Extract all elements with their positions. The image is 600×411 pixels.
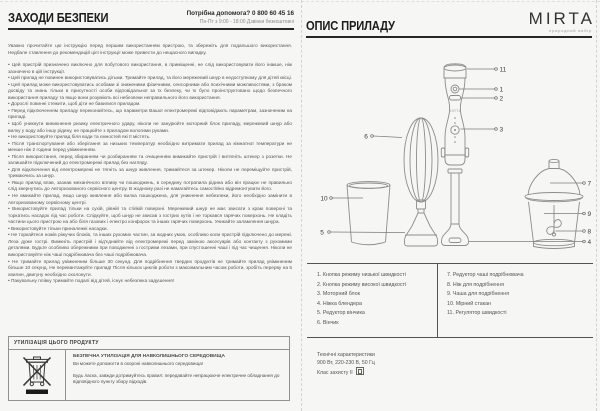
left-page-header bbox=[8, 10, 294, 30]
safety-bullet: • Використовуйте тільки приналежні насадки. bbox=[8, 226, 108, 232]
disposal-line2: Будь ласка, завжди дотримуйтесь правил: передавайте непрацююче електричне обладнання до відповідного пункту збору відходів. bbox=[73, 373, 280, 385]
disposal-icon-cell bbox=[9, 350, 66, 400]
description-title: ОПИС ПРИЛАДУ bbox=[306, 18, 395, 33]
safety-bullet: • Щоб уникнути виникнення ризику електричного удару, ніколи не занурюйте моторний блок приладу, мережевий шнур або вилку у воду або іншу рідину, не працюйте з приладом вологими руками. bbox=[8, 122, 292, 134]
low-speed-button bbox=[451, 85, 459, 93]
safety-bullet: • Пакувальну плівку тримайте подалі від дітей, існує небезпека задушення! bbox=[8, 279, 174, 285]
safety-bullet: • Цей пристрій призначено виключно для побутового використання, в приміщенні, не слід використовувати його інакше, ніж зазначено в цій інструкції. bbox=[8, 63, 292, 75]
parts-top-rule bbox=[307, 263, 593, 264]
part-item: 7. Редуктор чаші подрібнювача bbox=[447, 272, 524, 278]
help-block bbox=[187, 10, 294, 25]
safety-text bbox=[8, 44, 292, 286]
parts-column-divider bbox=[437, 263, 438, 337]
disposal-heading: БЕЗПЕЧНА УТИЛІЗАЦІЯ ДЛЯ НАВКОЛИШНЬОГО СЕРЕДОВИЩА bbox=[73, 354, 225, 359]
safety-bullet: • Дорослі повинні стежити, щоб діти не бавилися приладом. bbox=[8, 102, 141, 108]
page-fold-line bbox=[301, 0, 302, 411]
part-item: 8. Ніж для подрібнення bbox=[447, 281, 504, 288]
whisk-gearbox bbox=[405, 213, 438, 246]
diagram-label-3: 3 bbox=[499, 126, 504, 134]
diagram-label-10: 10 bbox=[320, 195, 328, 203]
mirta-tagline: природний вибір bbox=[549, 28, 592, 33]
disposal-box-title: УТИЛІЗАЦІЯ ЦЬОГО ПРОДУКТУ bbox=[9, 337, 289, 350]
diagram-label-8: 8 bbox=[587, 228, 592, 236]
tech-title: Технічні характеристики bbox=[317, 352, 375, 358]
weee-crossed-bin-icon bbox=[20, 354, 54, 396]
mirta-logo-text: MIRTA bbox=[528, 9, 595, 28]
tech-class-text: Клас захисту II bbox=[317, 370, 353, 377]
diagram-label-9: 9 bbox=[587, 210, 592, 218]
part-item: 10. Мірний стакан bbox=[447, 300, 491, 307]
diagram-label-5: 5 bbox=[320, 229, 324, 237]
tech-class bbox=[317, 367, 375, 377]
part-item: 6. Вінчик bbox=[317, 319, 339, 326]
part-item: 9. Чаша для подрібнення bbox=[447, 291, 510, 298]
safety-bullet: • Не використовуйте прилад біля води та ємностей які її містять. bbox=[8, 135, 151, 141]
chopping-knife bbox=[547, 205, 561, 236]
disposal-content bbox=[9, 350, 289, 400]
parts-bottom-rule bbox=[307, 337, 593, 338]
protection-class-2-icon bbox=[356, 367, 364, 375]
safety-bullet: • Якщо прилад впав, зазнав механічного впливу чи пошкоджень, в середину потрапила рідина або він працює не правильно слід звернутись до Авторизованого сервісного центру. В жодному разі не намагайтесь самостійно відремонтувати його. bbox=[8, 180, 292, 193]
part-item: 5. Редуктор вінчика bbox=[317, 310, 365, 317]
part-item: 11. Регулятор швидкості bbox=[447, 310, 507, 317]
part-item: 2. Кнопка режиму високої швидкості bbox=[317, 281, 407, 288]
high-speed-button bbox=[450, 96, 461, 101]
whisk bbox=[404, 118, 438, 213]
tech-specs bbox=[317, 351, 375, 377]
blender-motor-unit bbox=[441, 64, 468, 165]
help-phone: Потрібна допомога? 0 800 60 45 16 bbox=[186, 10, 294, 17]
right-page-header bbox=[306, 9, 595, 38]
measuring-cup bbox=[347, 182, 390, 245]
diagram-label-11: 11 bbox=[499, 66, 507, 74]
device-diagram bbox=[306, 38, 594, 262]
diagram-label-4: 4 bbox=[587, 238, 592, 246]
weee-bar bbox=[26, 390, 48, 395]
diagram-label-6: 6 bbox=[364, 133, 368, 141]
brand-logo bbox=[528, 9, 595, 33]
safety-bullet: • Не тримайте прилад увімкненим більше 30 секунд. Для подрібнення твердих продуктів не тримайте прилад увімкненим більше 10 секунд. Не перевантажуйте прилад! Після кількох циклів роботи з максимальним часом роботи, зробіть перерву на 5 хвилин, двигуну необхідно охолонути. bbox=[8, 259, 292, 278]
diagram-label-2: 2 bbox=[499, 95, 504, 103]
diagram-label-7: 7 bbox=[587, 180, 592, 188]
safety-bullet: • Цей прилад не повинен використовуватись дітьми. Тримайте прилад, та його мережевий шнур в недоступному для дітей місці. bbox=[8, 76, 292, 82]
safety-bullet: • Цей прилад може використовуватись особами зі зниженими фізичними, сенсорними або психічними можливостями, з браком досвіду та знань тільки в присутності особи відповідальної за їх безпеку, чи їх було проінструктовано щодо безпечного використання приладу та якщо вони розуміють всі небезпеки неправильного його використання. bbox=[8, 82, 292, 101]
part-item: 3. Моторний блок bbox=[317, 291, 360, 298]
chopper-lid-reductor bbox=[525, 159, 583, 201]
safety-bullet-list bbox=[8, 63, 292, 286]
safety-bullet: • Для відключення від електромережі не тягніть за шнур живлення, тримайтеся за штекер. Ніколи не переміщуйте пристрій, тримаючись за шнур. bbox=[8, 167, 292, 180]
safety-bullet: • Не торкайтеся ножів ріжучих блоків, та інших рухомих частин, за жодних умов, особливо коли пристрій підключено до мережі. Леза дуже гострі. Вимкніть пристрій і від'єднайте від електромережі перед заміною аксесуарів або контакту з рухомими деталями. Будьте особливо обережними при поводженні з гострими лезами, при спустошенні чаші і під час чищення. Ніколи не використовуйте ніж чаші подрібнювача без чаші подрібнювача. bbox=[8, 233, 292, 258]
scan-edge-mark bbox=[0, 1, 600, 2]
safety-bullet: • Не вмикайте прилад, якщо шнур живлення або вилка пошкоджена, для уникнення небезпеки, його необхідно замінити в Авторизованому сервісному центрі. bbox=[8, 194, 292, 206]
safety-bullet: • Використовуйте прилад тільки на сухій, рівній та стійкій поверхні. Мережевий шнур не має звисати з краю поверхні та торкатись насадок під час роботи. Слідкуйте, щоб шнур не звисав з гострих кутів і не торкався гарячих поверхонь. Не кладіть частини цього пристрою на або біля газових і електро конфорок та інших гарячих поверхонь. Уникайте заламлення шнура. bbox=[8, 207, 292, 226]
safety-bullet: • Після транспортування або зберігання за низьких температур необхідно витримати прилад за кімнатної температури не менше ніж 2 години перед увімкненням. bbox=[8, 141, 292, 154]
parts-list-right bbox=[447, 271, 587, 319]
safety-bullet: • Перед підключенням приладу переконайтесь, що параметри Вашої електромережі відповідають параметрам, зазначеним на приладі. bbox=[8, 108, 292, 121]
tech-power: 900 Вт, 220-230 В, 50 Гц bbox=[317, 360, 375, 367]
part-item: 4. Ніжка блендера bbox=[317, 300, 362, 307]
safety-intro: Уважно прочитайте цю інструкцію перед першим використанням пристрою, та збережіть для подальшого використання. Недбале ставлення до рекомендацій цієї інструкції може привести до нещасного випадку. bbox=[8, 44, 292, 56]
disposal-text-cell bbox=[66, 350, 289, 400]
page-edge-line bbox=[596, 0, 597, 411]
disposal-box bbox=[8, 336, 290, 401]
safety-title: ЗАХОДИ БЕЗПЕКИ bbox=[8, 10, 109, 26]
safety-bullet: • Після використання, перед збиранням чи розбиранням та очищенням вимикайте пристрій і витягніть штекер з розетки. Не залишайте підключений до електромережі прилад без нагляду. bbox=[8, 154, 292, 167]
diagram-label-1: 1 bbox=[499, 86, 504, 94]
help-hours: Пн-Пт з 9:00 - 18:00 Дзвінки безкоштовні bbox=[199, 18, 294, 25]
speed-scale-dots bbox=[454, 117, 456, 143]
device-brand-text: MIRTA bbox=[448, 109, 462, 113]
disposal-line1: Ви можете допомогти в охороні навколишнього середовища! bbox=[73, 361, 204, 366]
part-item: 1. Кнопка режиму низької швидкості bbox=[317, 272, 406, 278]
parts-list-left bbox=[317, 271, 435, 328]
blender-leg bbox=[442, 169, 469, 246]
